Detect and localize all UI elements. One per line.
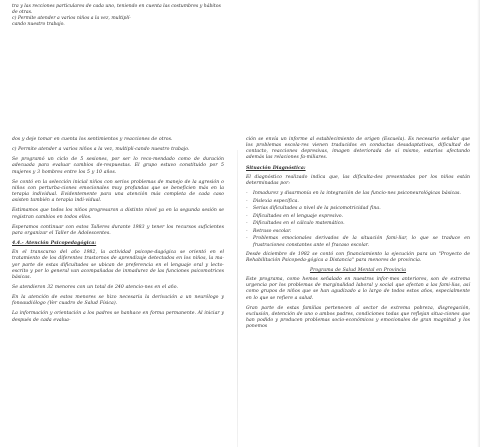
list-item: - Serias dificultades a nivel de la psicomotricidad fina.: [246, 206, 470, 212]
list-item: - Dificultades en el lenguaje expresivo.: [246, 214, 470, 220]
section-paragraph-1: En el transcurso del año 1982, la actividad psicope-dagógica se orientó en el tratamiento de los diferentes trastornos de aprendizaje detectados en los niños, la ma-yor parte de estas dificultades se ubican de preferencia en el lenguaje oral y lecto-escrito y por lo general van acompañadas de inmadurez de las funciones psicomotrices básicas.: [12, 250, 224, 280]
diagnosis-list: [246, 191, 470, 249]
list-item: - Dislexia específica.: [246, 199, 470, 205]
program-title: Programa de Salud Mental en Provincia: [309, 268, 407, 273]
list-item: - Inmadurez y disarmonía en la integración de las funcio-nes psiconeurológicas básicas.: [246, 191, 470, 197]
left-paragraph-5: Estimamos que todos los niños progresaron a distinto nivel ya en la segunda sesión se registran cambios en todos ellos.: [12, 208, 224, 220]
list-item: - Dificultades en el cálculo matemático.: [246, 221, 470, 227]
page-gutter: [237, 150, 238, 447]
right-intro-2: El diagnóstico realizado indica que, las dificulta-des presentadas por los niños están determinadas por:: [246, 174, 470, 186]
section-paragraph-4: La información y orientación a los padres se hanhace en forma permanente. Al iniciar y después de cada evalua-: [12, 311, 224, 323]
right-column: [246, 137, 470, 334]
section-paragraph-3: En la atención de estos menores se hizo necesaria la derivación a un neurólogo y fonoaudiólogo (Ver cuadro de Salud Física).: [12, 295, 224, 307]
program-paragraph-1: Este programa, como hemos señalado en nuestros infor-mes anteriores, son de extrema urgencia por los problemas de marginalidad laboral y social que afectan a las fami-lias, así como grupos de niños que se han agudizado a lo largo de todos estos años, especialmente en lo que se refiere a salud.: [246, 277, 470, 301]
section-paragraph-2: Se atendieron 32 menores con un total de 240 atencio-nes en el año.: [12, 284, 179, 290]
fragment-line-2: de otras.: [12, 10, 33, 16]
left-paragraph-2: c) Permite atender a varios niños a la vez, multipli-cando nuestro trabajo.: [12, 147, 190, 153]
list-item: - Retraso escolar.: [246, 229, 470, 235]
fragment-line-1: tra y las recciones particulares de cada uno, teniendo en cuenta las costumbres y hábitos: [12, 4, 221, 9]
list-item: - Problemas emocionales derivados de la situación fami-liar, lo que se traduce en frustraciones constantes ante el fracaso escolar.: [246, 236, 470, 248]
fragment-line-3: c) Permite atender a varios niños a la vez, multiplí-: [12, 16, 131, 22]
left-paragraph-3: Se programó un ciclo de 5 sesiones, por ser lo reco-mendado como de duración adecuada para evaluar cambios de-respuestas. El grupo estuvo constituido por 5 mujeres y 3 hombres entre los 5 y 10 años.: [12, 157, 224, 175]
heading-situacion-diagnostica: Situación Diagnóstica:: [246, 165, 306, 171]
section-heading-psicopedagogica: 4.4.- Atención Psicopedagógica:: [12, 241, 97, 247]
right-intro: ción se envía un informe al establecimiento de origen (Escuela). Es necesario señalar que los problemas escola-res vienen traducidos en conductas desadaptativas, dificultad de contacto, reacciones depresivas, imagen deteriorada de sí mismo, estarlos afectando además las relaciones fa-miliares.: [246, 137, 470, 161]
right-paragraph-december: Desde diciembre de 1982 se contó con financiamiento la ejecución para un "Proyecto de Rehabilitación Psicopeda-gógica a Distancia" para menores de provincia.: [246, 251, 470, 263]
fragment-line-4: cando nuestro trabajo.: [12, 22, 65, 28]
previous-page-fragment: [12, 4, 222, 28]
program-paragraph-2: Gran parte de estas familias pertenecen al sector de extrema pobreza, disgregación, exclusión, detención de uno o ambos padres, condiciones todas que reflejan situa-ciones que han podido y producen problemas socio-económicos y emocionales de gran magnitud y los ponemos: [246, 305, 470, 330]
left-paragraph-6: Esperamos continuar con estos Talleres durante 1983 y tener los recursos suficientes para organizar el Taller de Adolescentes.: [12, 224, 224, 236]
left-paragraph-4: Se contó en la selección inicial niños con serios problemas de manejo de la agresión o niños con perturba-ciones emocionales muy profundas que se beneficien más en la terapia individual. Evidentemente para una atención más completa de cada caso asisten también a terapia indi-vidual.: [12, 179, 224, 204]
left-paragraph-1: dos y deje tomar en cuenta los sentimientos y reacciones de otros.: [12, 137, 173, 142]
left-column: [12, 137, 224, 328]
